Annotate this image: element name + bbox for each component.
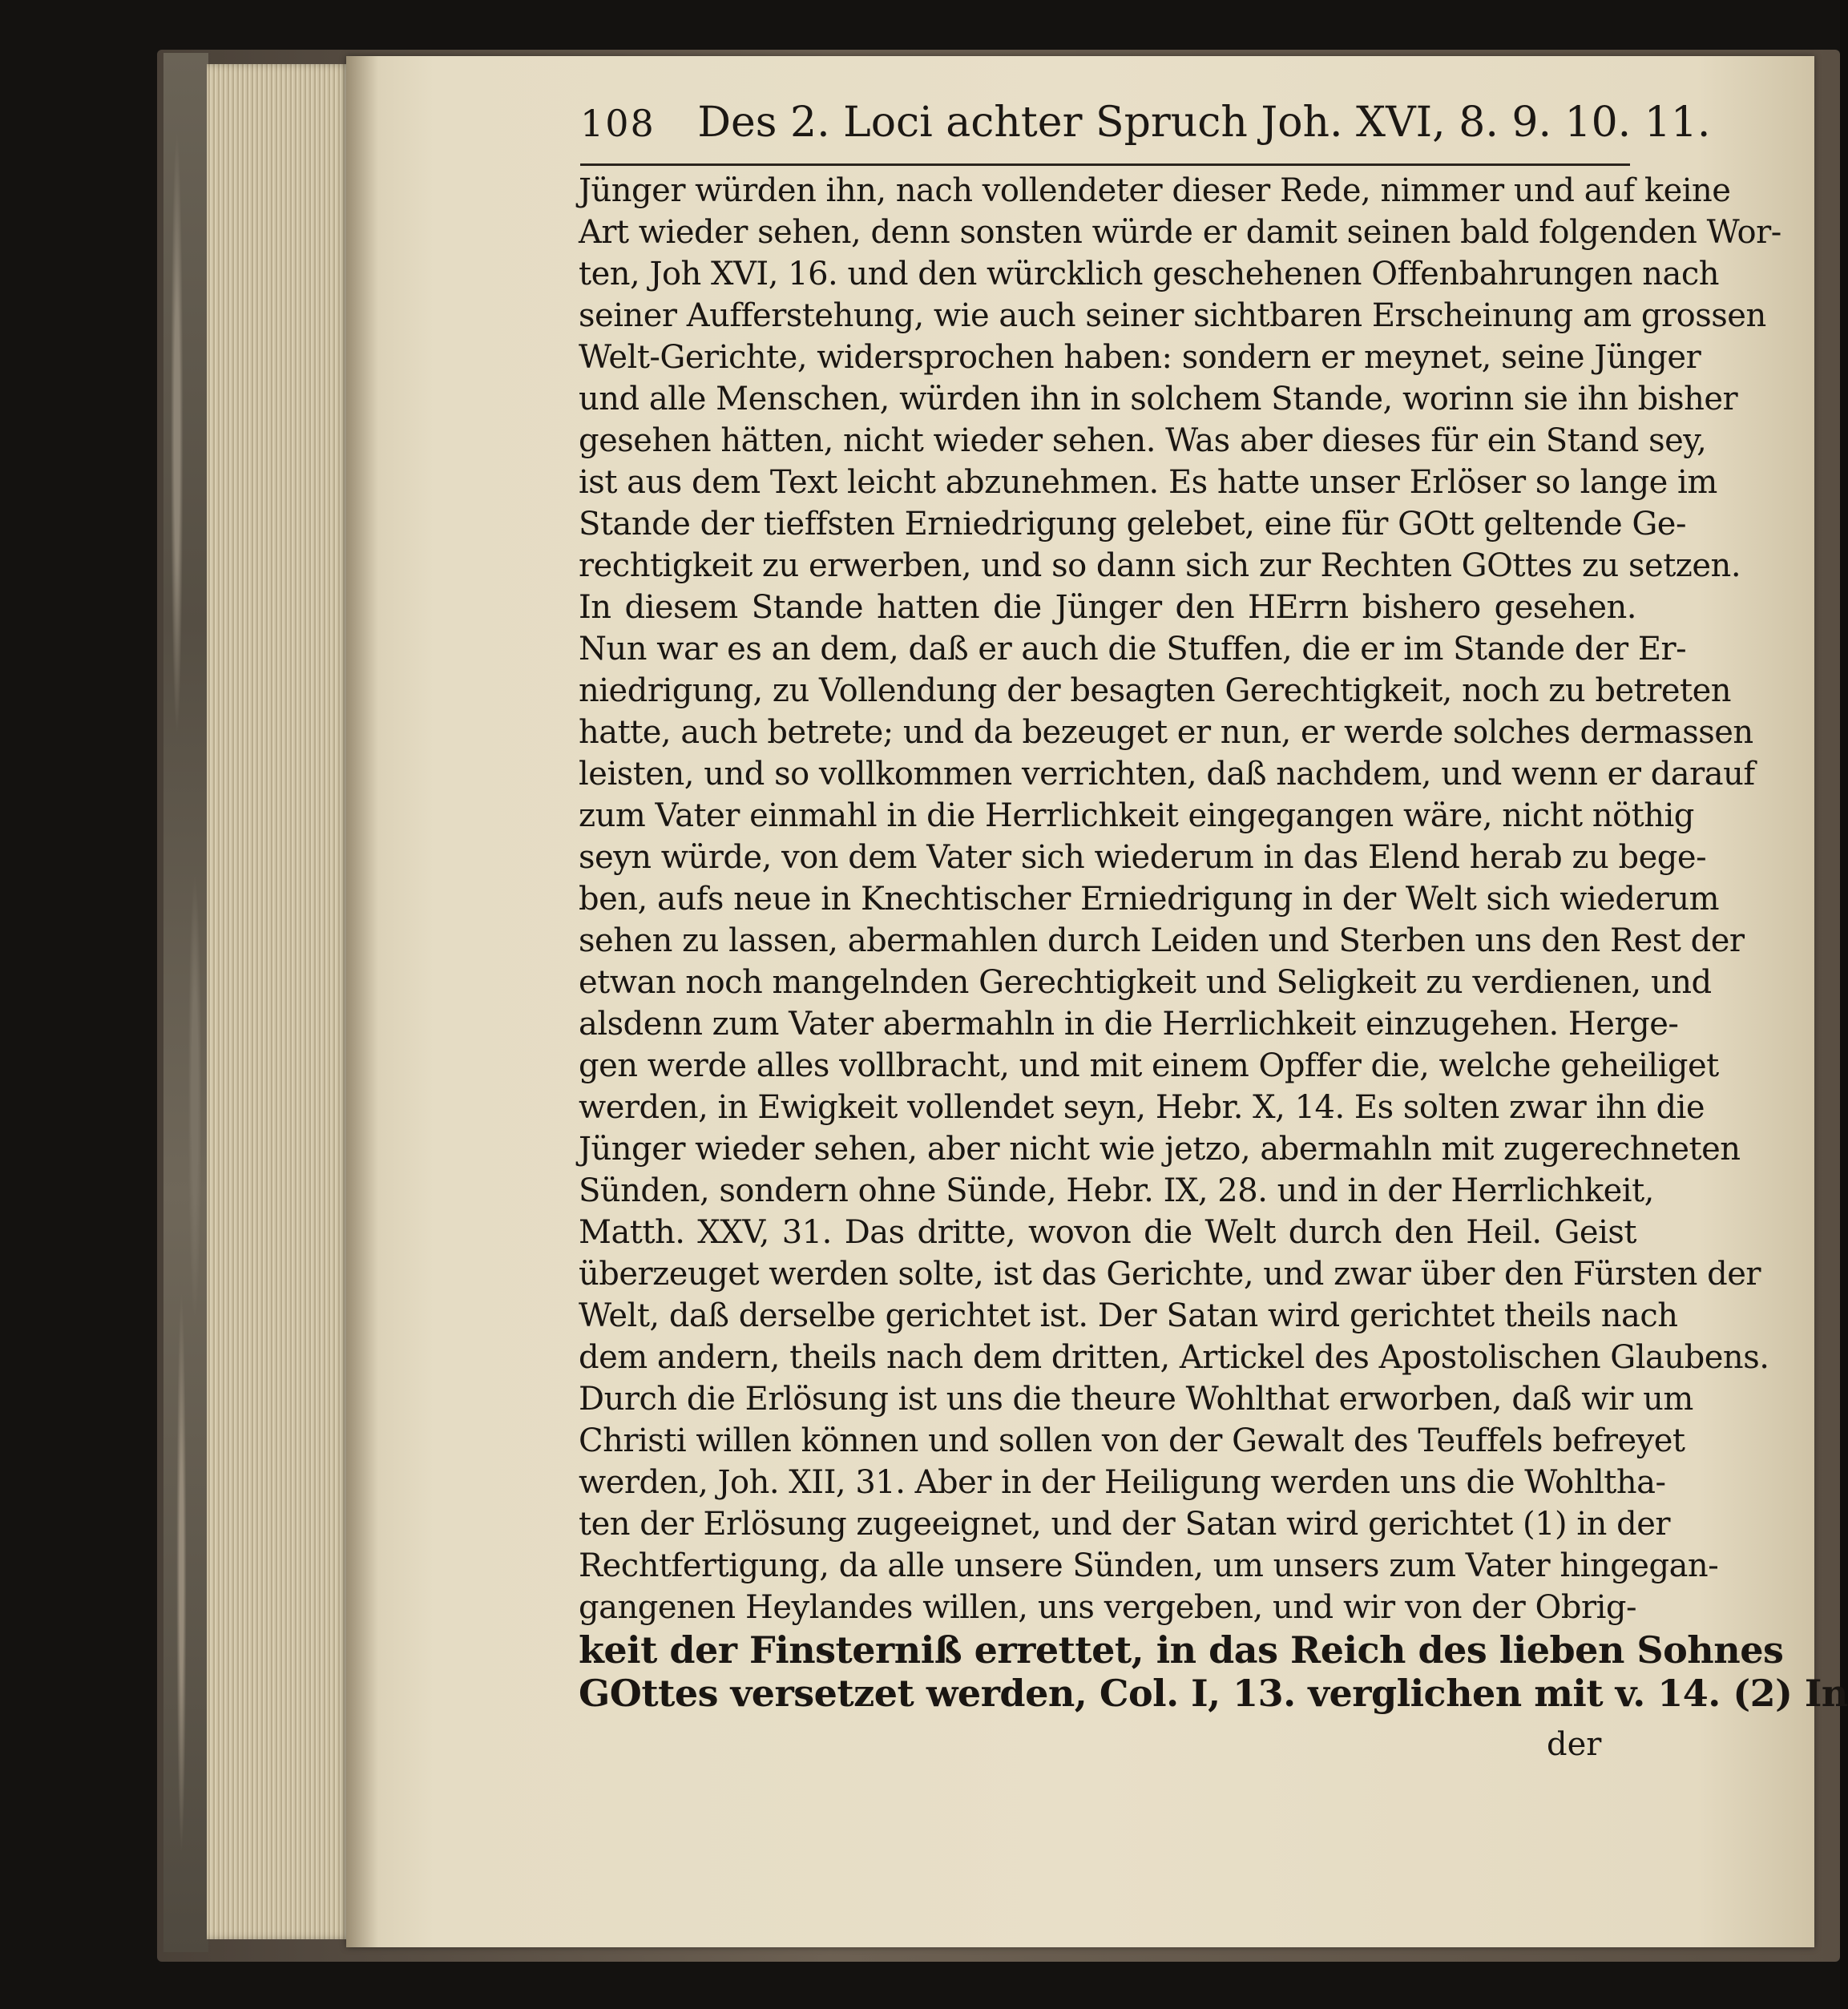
text-line: In diesem Stande hatten die Jünger den HErrn bishero gesehen. — [579, 589, 1636, 626]
running-head — [580, 95, 1711, 151]
text-line: Nun war es an dem, daß er auch die Stuffen, die er im Stande der Er- — [579, 631, 1687, 668]
text-line: Jünger wieder sehen, aber nicht wie jetzo, abermahln mit zugerechneten — [579, 1131, 1741, 1168]
text-line: ben, aufs neue in Knechtischer Erniedrigung in der Welt sich wiederum — [579, 881, 1720, 918]
page-stack-edge — [207, 64, 351, 1939]
text-line: niedrigung, zu Vollendung der besagten Gerechtigkeit, noch zu betreten — [579, 672, 1732, 709]
text-line: werden, in Ewigkeit vollendet seyn, Hebr. X, 14. Es solten zwar ihn die — [579, 1089, 1705, 1126]
text-line: Christi willen können und sollen von der Gewalt des Teuffels befreyet — [579, 1422, 1685, 1459]
text-line: alsdenn zum Vater abermahln in die Herrlichkeit einzugehen. Herge- — [579, 1006, 1679, 1043]
text-line: rechtigkeit zu erwerben, und so dann sich zur Rechten GOttes zu setzen. — [579, 547, 1741, 584]
text-line: werden, Joh. XII, 31. Aber in der Heiligung werden uns die Wohltha- — [579, 1464, 1666, 1501]
page-number: 108 — [580, 102, 656, 145]
text-line: Art wieder sehen, denn sonsten würde er damit seinen bald folgenden Wor- — [579, 214, 1781, 251]
text-line: überzeuget werden solte, ist das Gerichte, und zwar über den Fürsten der — [579, 1256, 1761, 1293]
text-line: Welt-Gerichte, widersprochen haben: sondern er meynet, seine Jünger — [579, 339, 1701, 376]
text-line: ten, Joh XVI, 16. und den würcklich geschehenen Offenbahrungen nach — [579, 256, 1719, 292]
text-line: seyn würde, von dem Vater sich wiederum in das Elend herab zu bege- — [579, 839, 1707, 876]
text-line: ten der Erlösung zugeeignet, und der Satan wird gerichtet (1) in der — [579, 1506, 1671, 1543]
text-line: seiner Aufferstehung, wie auch seiner sichtbaren Erscheinung am grossen — [579, 297, 1766, 334]
text-line: GOttes versetzet werden, Col. I, 13. verglichen mit v. 14. (2) In — [579, 1672, 1848, 1715]
text-line: leisten, und so vollkommen verrichten, daß nachdem, und wenn er darauf — [579, 756, 1755, 793]
text-line: zum Vater einmahl in die Herrlichkeit eingegangen wäre, nicht nöthig — [579, 797, 1694, 834]
body-text — [579, 170, 1848, 1715]
text-line: Matth. XXV, 31. Das dritte, wovon die Welt durch den Heil. Geist — [579, 1214, 1636, 1251]
text-line: hatte, auch betrete; und da bezeuget er nun, er werde solches dermassen — [579, 714, 1753, 751]
text-line: ist aus dem Text leicht abzunehmen. Es hatte unser Erlöser so lange im — [579, 464, 1717, 501]
text-line: Sünden, sondern ohne Sünde, Hebr. IX, 28. und in der Herrlichkeit, — [579, 1172, 1654, 1209]
text-line: sehen zu lassen, abermahlen durch Leiden und Sterben uns den Rest der — [579, 922, 1745, 959]
text-line: gesehen hätten, nicht wieder sehen. Was aber dieses für ein Stand sey, — [579, 422, 1707, 459]
text-line: Rechtfertigung, da alle unsere Sünden, um unsers zum Vater hingegan- — [579, 1547, 1719, 1584]
catchword: der — [1547, 1726, 1602, 1763]
running-head-title: Des 2. Loci achter Spruch Joh. XVI, 8. 9. 10. 11. — [697, 99, 1711, 147]
text-line: Durch die Erlösung ist uns die theure Wohlthat erworben, daß wir um — [579, 1381, 1693, 1418]
text-line: gen werde alles vollbracht, und mit einem Opffer die, welche geheiliget — [579, 1047, 1719, 1084]
text-line: keit der Finsterniß errettet, in das Reich des lieben Sohnes — [579, 1628, 1784, 1672]
text-line: Welt, daß derselbe gerichtet ist. Der Satan wird gerichtet theils nach — [579, 1297, 1678, 1334]
text-line: gangenen Heylandes willen, uns vergeben, und wir von der Obrig- — [579, 1589, 1636, 1626]
text-line: Stande der tieffsten Erniedrigung gelebet, eine für GOtt geltende Ge- — [579, 506, 1686, 543]
text-line: etwan noch mangelnden Gerechtigkeit und Seligkeit zu verdienen, und — [579, 964, 1712, 1001]
head-rule — [580, 163, 1630, 166]
gutter-shadow — [346, 56, 378, 1947]
text-line: und alle Menschen, würden ihn in solchem Stande, worinn sie ihn bisher — [579, 381, 1738, 418]
marbled-board-edge — [163, 53, 208, 1952]
text-line: dem andern, theils nach dem dritten, Artickel des Apostolischen Glaubens. — [579, 1339, 1769, 1376]
text-line: Jünger würden ihn, nach vollendeter dieser Rede, nimmer und auf keine — [579, 172, 1731, 209]
